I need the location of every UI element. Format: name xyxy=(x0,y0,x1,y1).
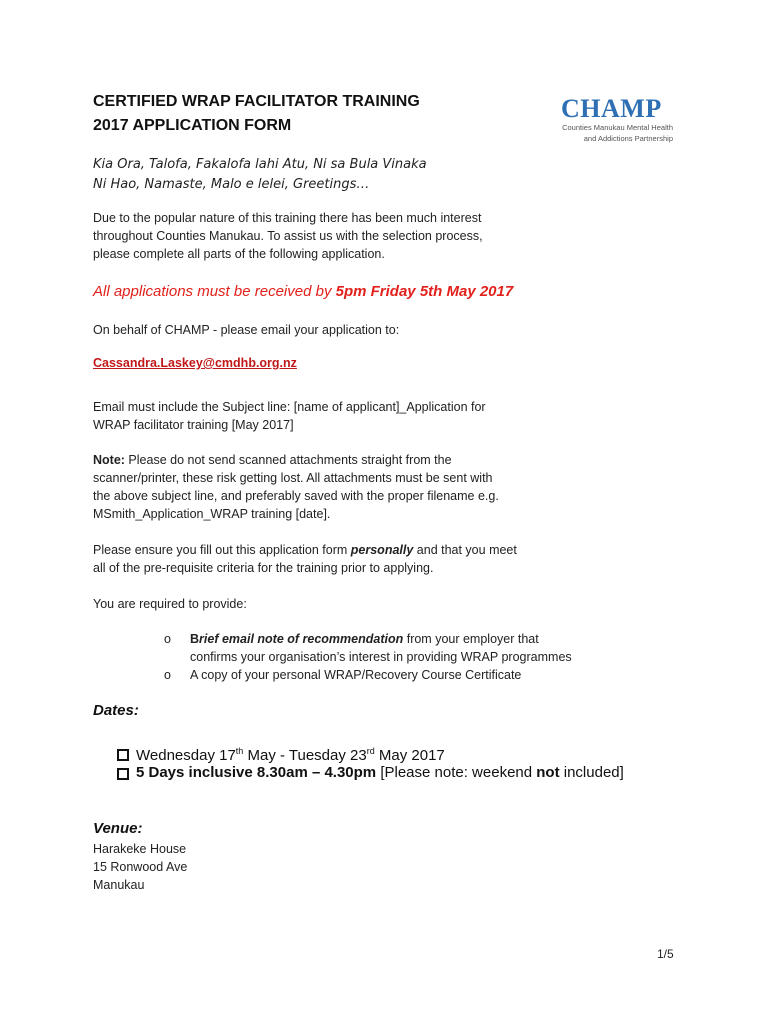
title-line-2: 2017 APPLICATION FORM xyxy=(93,117,292,134)
date-start-suffix: th xyxy=(235,746,244,756)
item1-emphasis: rief email note of recommendation xyxy=(199,632,404,646)
requirements-list xyxy=(164,630,572,684)
greeting-line-2: Ni Hao, Namaste, Malo e lelei, Greetings… xyxy=(93,177,370,192)
venue-line-1: Harakeke House xyxy=(93,842,187,856)
hours-bold: 5 Days inclusive 8.30am – 4.30pm xyxy=(136,764,377,781)
required-text: You are required to provide: xyxy=(93,597,247,611)
hours-text xyxy=(136,762,624,784)
deadline-notice xyxy=(93,282,513,302)
deadline-date: 5pm Friday 5th May 2017 xyxy=(335,283,514,300)
email-link[interactable]: Cassandra.Laskey@cmdhb.org.nz xyxy=(93,356,297,370)
ensure-emphasis: personally xyxy=(350,543,414,557)
list-item xyxy=(164,666,572,684)
logo-subtitle-2: and Addictions Partnership xyxy=(583,134,673,143)
subject-line-2: WRAP facilitator training [May 2017] xyxy=(93,418,294,432)
hours-note-end: included] xyxy=(559,764,624,781)
intro-line-3: please complete all parts of the following application. xyxy=(93,247,385,261)
venue-address xyxy=(93,840,187,894)
item1-line-2: confirms your organisation’s interest in providing WRAP programmes xyxy=(190,650,572,664)
deadline-prefix: All applications must be received by xyxy=(93,283,336,300)
behalf-text: On behalf of CHAMP - please email your application to: xyxy=(93,323,400,337)
bullet-icon: o xyxy=(164,632,171,646)
venue-heading: Venue: xyxy=(93,820,143,837)
intro-line-1: Due to the popular nature of this training there has been much interest xyxy=(93,211,482,225)
title-line-1: CERTIFIED WRAP FACILITATOR TRAINING xyxy=(93,93,420,110)
intro-line-2: throughout Counties Manukau. To assist us with the selection process, xyxy=(93,229,483,243)
checkbox-icon[interactable] xyxy=(117,749,129,761)
hours-not: not xyxy=(536,764,560,781)
item1-initial: B xyxy=(190,632,200,646)
logo-wordmark: CHAMP xyxy=(561,94,662,123)
date-start: Wednesday 17 xyxy=(136,747,236,764)
logo-subtitle-1: Counties Manukau Mental Health xyxy=(562,123,673,132)
item1-rest: from your employer that xyxy=(403,632,539,646)
note-line-2: scanner/printer, these risk getting lost. All attachments must be sent with xyxy=(93,471,493,485)
note-paragraph xyxy=(93,451,499,523)
dates-heading: Dates: xyxy=(93,702,139,719)
note-line-1: Please do not send scanned attachments straight from the xyxy=(124,453,452,467)
subject-paragraph xyxy=(93,398,486,434)
item2-text: A copy of your personal WRAP/Recovery Course Certificate xyxy=(190,668,522,682)
note-line-4: MSmith_Application_WRAP training [date]. xyxy=(93,507,331,521)
intro-paragraph xyxy=(93,209,483,263)
venue-line-3: Manukau xyxy=(93,878,145,892)
greeting-line-1: Kia Ora, Talofa, Fakalofa lahi Atu, Ni sa Bula Vinaka xyxy=(93,157,427,172)
document-title xyxy=(93,90,420,138)
list-item xyxy=(164,630,572,666)
date-end: May - Tuesday 23 xyxy=(243,747,367,764)
bullet-icon: o xyxy=(164,668,171,682)
subject-line-1: Email must include the Subject line: [name of applicant]_Application for xyxy=(93,400,486,414)
hours-note: [Please note: weekend xyxy=(376,764,537,781)
ensure-after: and that you meet xyxy=(413,543,517,557)
venue-line-2: 15 Ronwood Ave xyxy=(93,860,188,874)
note-line-3: the above subject line, and preferably saved with the proper filename e.g. xyxy=(93,489,499,503)
date-end-suffix: rd xyxy=(366,746,375,756)
hours-row xyxy=(117,762,624,784)
ensure-before: Please ensure you fill out this application form xyxy=(93,543,351,557)
ensure-line-2: all of the pre-requisite criteria for the training prior to applying. xyxy=(93,561,434,575)
checkbox-icon[interactable] xyxy=(117,768,129,780)
date-year: May 2017 xyxy=(374,747,445,764)
greeting xyxy=(93,155,427,195)
page-number: 1/5 xyxy=(657,947,674,961)
note-label: Note: xyxy=(93,453,125,467)
ensure-paragraph xyxy=(93,541,517,577)
champ-logo xyxy=(553,96,673,144)
